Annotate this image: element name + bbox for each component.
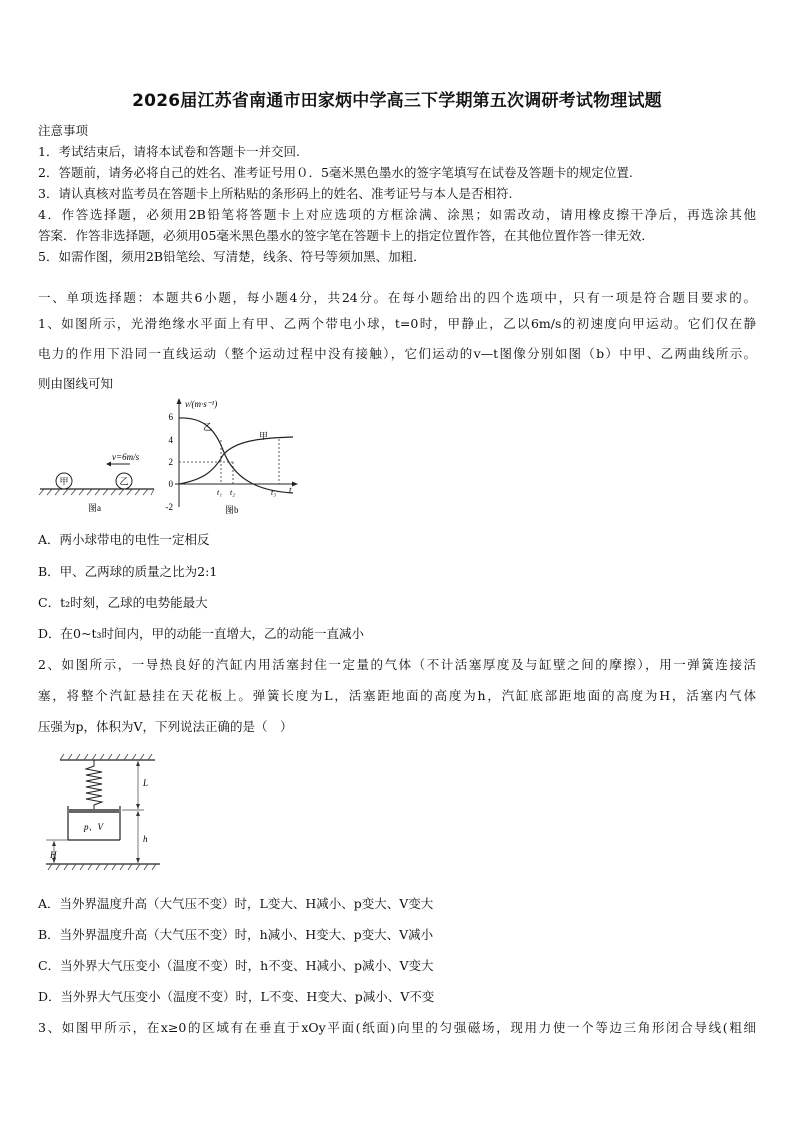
curve-yi-label: 乙 xyxy=(203,422,213,432)
cylinder-figure xyxy=(40,750,170,880)
y-tick: -2 xyxy=(165,502,173,512)
notice-item: 答案．作答非选择题，必须用05毫米黑色墨水的签字笔在答题卡上的指定位置作答，在其他位置作答一律无效． xyxy=(38,228,654,243)
question-1-text: 则由图线可知 xyxy=(38,376,114,391)
question-2-text: 2、如图所示，一导热良好的汽缸内用活塞封住一定量的气体（不计活塞厚度及与缸壁之间的摩擦），用一弹簧连接活 xyxy=(38,657,756,672)
y-axis-label: v/(m·s⁻¹) xyxy=(185,399,218,409)
curve-jia xyxy=(179,437,293,484)
question-2-text: 压强为p，体积为V，下列说法正确的是（ ） xyxy=(38,719,293,734)
option: A．两小球带电的电性一定相反 xyxy=(38,532,210,547)
x-tick: t₃ xyxy=(271,488,277,497)
option: B．甲、乙两球的质量之比为2:1 xyxy=(38,564,218,579)
option: D．当外界大气压变小（温度不变）时，L不变、H变大、p减小、V不变 xyxy=(38,989,435,1004)
figure-a xyxy=(38,445,158,515)
page-title: 2026届江苏省南通市田家炳中学高三下学期第五次调研考试物理试题 xyxy=(132,91,662,111)
question-3-text: 3、如图甲所示，在x≥0的区域有在垂直于xOy平面(纸面)向里的匀强磁场，现用力使一个等边三角形闭合导线(粗细 xyxy=(38,1020,756,1035)
length-L-label: L xyxy=(143,778,149,788)
velocity-label: v=6m/s xyxy=(112,452,140,462)
gas-label: p、V xyxy=(84,822,103,832)
ball-yi-label: 乙 xyxy=(119,476,129,487)
option: D．在0~t₃时间内，甲的动能一直增大，乙的动能一直减小 xyxy=(38,626,364,641)
option: C．当外界大气压变小（温度不变）时，h不变、H减小、p减小、V变大 xyxy=(38,958,434,973)
ball-jia-label: 甲 xyxy=(59,476,69,487)
notice-item: 2．答题前，请务必将自己的姓名、准考证号用０．5毫米黑色墨水的签字笔填写在试卷及答题卡的规定位置. xyxy=(38,165,633,180)
option: C．t₂时刻，乙球的电势能最大 xyxy=(38,595,208,610)
notice-item: 1．考试结束后，请将本试卷和答题卡一并交回. xyxy=(38,144,300,159)
question-2-text: 塞，将整个汽缸悬挂在天花板上。弹簧长度为L，活塞距地面的高度为h，汽缸底部距地面的高度为H，活塞内气体 xyxy=(38,688,756,703)
y-tick: 0 xyxy=(168,479,173,489)
piston xyxy=(69,809,119,813)
question-1-text: 1、如图所示，光滑绝缘水平面上有甲、乙两个带电小球，t=0时，甲静止，乙以6m/s的初速度向甲运动。它们仅在静 xyxy=(38,316,756,331)
notice-item: 4．作答选择题，必须用2B铅笔将答题卡上对应选项的方框涂满、涂黑；如需改动，请用橡皮擦干净后，再选涂其他 xyxy=(38,207,757,222)
notice-item: 3．请认真核对监考员在答题卡上所粘贴的条形码上的姓名、准考证号与本人是否相符. xyxy=(38,186,513,201)
curve-jia-label: 甲 xyxy=(259,431,269,441)
option: A．当外界温度升高（大气压不变）时，L变大、H减小、p变大、V变大 xyxy=(38,896,434,911)
curve-yi xyxy=(179,418,293,493)
y-tick: 6 xyxy=(168,412,173,422)
figure-b-caption: 图b xyxy=(225,505,239,515)
height-H-label: H xyxy=(50,850,57,860)
spring xyxy=(86,760,102,810)
y-tick: 2 xyxy=(168,457,173,467)
question-1-text: 电力的作用下沿同一直线运动（整个运动过程中没有接触），它们运动的v—t图像分别如图（b）中甲、乙两曲线所示。 xyxy=(38,346,756,361)
x-tick: t₂ xyxy=(230,488,236,497)
notice-item: 5．如需作图，须用2B铅笔绘、写清楚，线条、符号等须加黑、加粗． xyxy=(38,249,426,264)
notice-heading: 注意事项 xyxy=(38,123,89,138)
y-tick: 4 xyxy=(168,435,173,445)
x-axis-label: t xyxy=(289,485,292,495)
figure-b xyxy=(163,395,303,517)
figure-a-caption: 图a xyxy=(88,503,101,513)
height-h-label: h xyxy=(143,834,148,844)
section-heading: 一、单项选择题：本题共6小题，每小题4分，共24分。在每小题给出的四个选项中，只有一项是符合题目要求的。 xyxy=(38,290,756,305)
option: B．当外界温度升高（大气压不变）时，h减小、H变大、p变大、V减小 xyxy=(38,927,434,942)
x-tick: t₁ xyxy=(217,488,223,497)
